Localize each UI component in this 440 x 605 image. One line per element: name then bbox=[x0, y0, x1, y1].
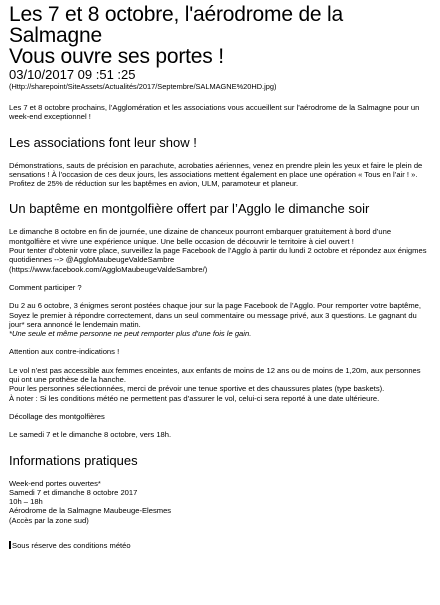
takeoff-title: Décollage des montgolfières bbox=[9, 411, 105, 421]
info-line-3: 10h – 18h bbox=[9, 497, 43, 507]
associations-paragraph: Démonstrations, sauts de précision en parachute, acrobaties aériennes, venez en prendre plein les yeux et faire le plein de sensations ! À l’occasion de ces deux jours, les associations mettent également en place une opération « Tous en l’air ! ». bbox=[9, 160, 423, 179]
title-line-3: Vous ouvre ses portes ! bbox=[9, 45, 224, 68]
publish-date: 03/10/2017 09 :51 :25 bbox=[9, 67, 136, 82]
heading-montgolfiere: Un baptême en montgolfière offert par l’Agglo le dimanche soir bbox=[9, 201, 370, 217]
footnote-marker-icon bbox=[9, 541, 11, 549]
takeoff-schedule: Le samedi 7 et le dimanche 8 octobre, vers 18h. bbox=[9, 430, 172, 440]
montgolfiere-paragraph-1: Le dimanche 8 octobre en fin de journée, une dizaine de chanceux pourront embarquer gratuitement à bord d’une montgolfière et vivre une expérience unique. Une belle occasion de découvrir le territoire à ciel ouvert ! bbox=[9, 227, 392, 246]
montgolfiere-paragraph-9: À noter : Si les conditions météo ne permettent pas d’assurer le vol, celui-ci sera reporté à une date ultérieure. bbox=[9, 393, 380, 403]
title-line-2: Salmagne bbox=[9, 24, 102, 47]
footnote-text: Sous réserve des conditions météo bbox=[12, 541, 131, 551]
footnote bbox=[9, 541, 431, 550]
montgolfiere-paragraph-2: Pour tenter d’obtenir votre place, surveillez la page Facebook de l’Agglo à partir du lundi 2 octobre et répondez aux énigmes quotidiennes --> @AggloMaubeugeValdeSambre bbox=[9, 246, 427, 265]
facebook-link[interactable]: (https://www.facebook.com/AggloMaubeugeValdeSambre/) bbox=[9, 264, 208, 274]
how-to-participate: Comment participer ? bbox=[9, 282, 82, 292]
image-url: (Http://sharepoint/SiteAssets/Actualités/2017/Septembre/SALMAGNE%20HD.jpg) bbox=[9, 82, 277, 91]
article-title bbox=[9, 4, 431, 67]
info-line-5: (Accès par la zone sud) bbox=[9, 515, 89, 525]
montgolfiere-paragraph-8: Pour les personnes sélectionnées, merci de prévoir une tenue sportive et des chaussures plates (type baskets). bbox=[9, 384, 385, 394]
info-line-1: Week-end portes ouvertes* bbox=[9, 478, 101, 488]
title-line-1: Les 7 et 8 octobre, l'aérodrome de la bbox=[9, 3, 343, 26]
winner-note: *Une seule et même personne ne peut remporter plus d’une fois le gain. bbox=[9, 329, 252, 339]
heading-infos: Informations pratiques bbox=[9, 452, 138, 468]
montgolfiere-paragraph-5: Soyez le premier à répondre correctement, dans un seul commentaire ou message privé, aux 3 questions. Le gagnant du jour* sera annoncé le lendemain matin. bbox=[9, 310, 417, 329]
heading-associations: Les associations font leur show ! bbox=[9, 134, 197, 150]
montgolfiere-paragraph-4: Du 2 au 6 octobre, 3 énigmes seront postées chaque jour sur la page Facebook de l’Agglo. Pour remporter votre baptême, bbox=[9, 301, 421, 311]
info-line-4: Aérodrome de la Salmagne Maubeuge-Elesmes bbox=[9, 506, 172, 516]
montgolfiere-paragraph-7: Le vol n’est pas accessible aux femmes enceintes, aux enfants de moins de 12 ans ou de moins de 1,20m, aux personnes qui ont une prothèse de la hanche. bbox=[9, 365, 421, 385]
contraindications-title: Attention aux contre-indications ! bbox=[9, 347, 120, 357]
info-line-2: Samedi 7 et dimanche 8 octobre 2017 bbox=[9, 487, 138, 497]
intro-paragraph: Les 7 et 8 octobre prochains, l’Agglomération et les associations vous accueillent sur l’aérodrome de la Salmagne pour un week-end exceptionnel ! bbox=[9, 103, 420, 122]
associations-discount: Profitez de 25% de réduction sur les baptêmes en avion, ULM, paramoteur et planeur. bbox=[9, 179, 299, 189]
